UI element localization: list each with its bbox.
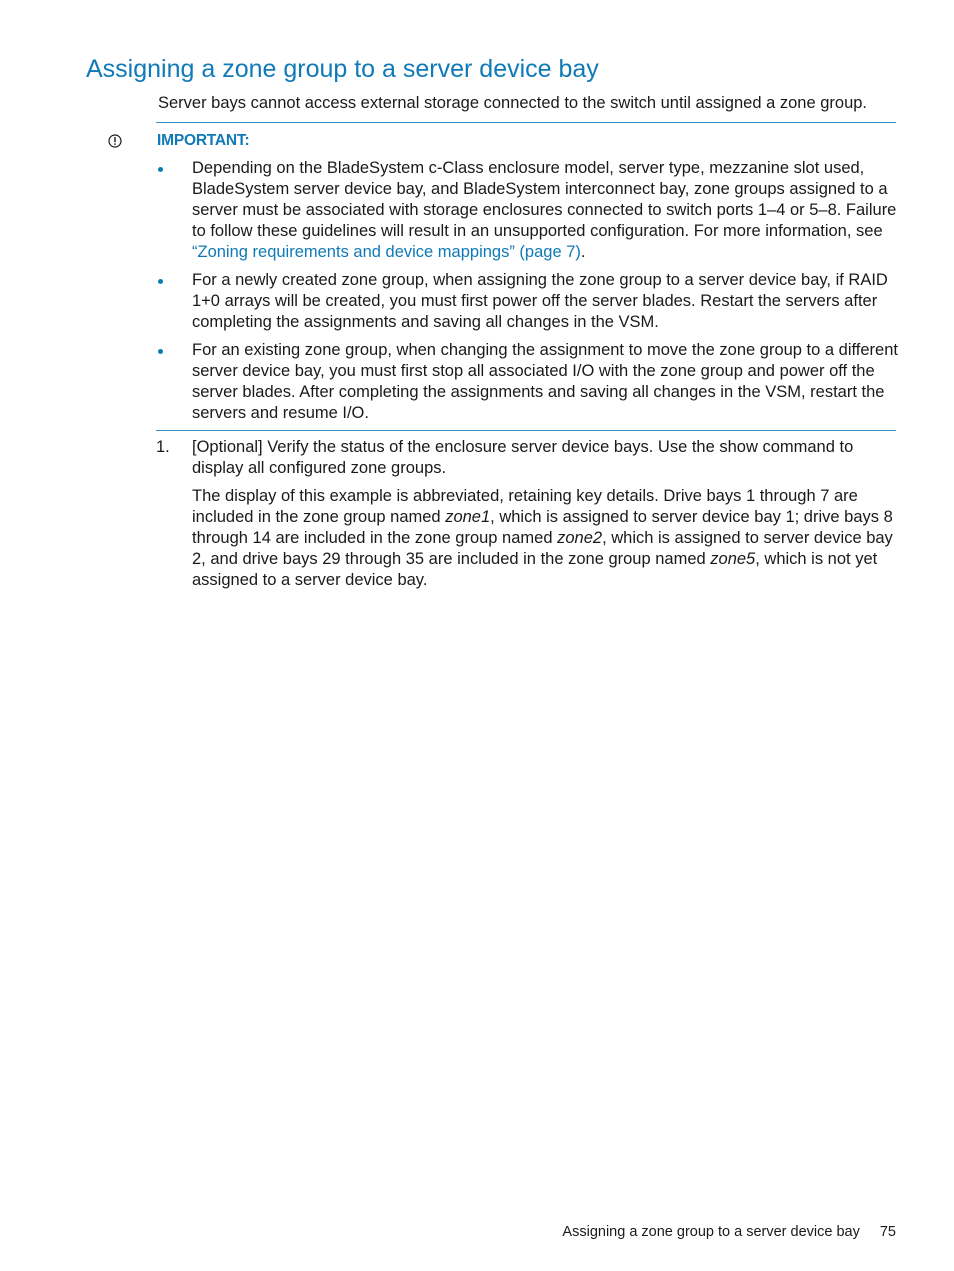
important-top-divider bbox=[156, 122, 896, 123]
list-item bbox=[156, 270, 898, 333]
bullet-dot bbox=[158, 279, 163, 284]
zone-name: zone2 bbox=[557, 529, 603, 547]
page-footer bbox=[562, 1222, 896, 1242]
important-bottom-divider bbox=[156, 430, 896, 431]
list-item bbox=[156, 340, 898, 424]
detail-text: , which is assigned to server device bay 1; drive bays 8 through 14 are included in the zone group named bbox=[192, 508, 893, 547]
important-label: IMPORTANT: bbox=[157, 132, 250, 149]
bullet-dot bbox=[158, 167, 163, 172]
bullet-text-end: . bbox=[580, 243, 586, 261]
important-bullet-list bbox=[156, 158, 898, 431]
zone-name: zone5 bbox=[710, 550, 756, 568]
bullet-text: For an existing zone group, when changing the assignment to move the zone group to a different server device bay, you must first stop all associated I/O with the zone group and power off the server blades. After completing the assignments and saving all changes in the VSM, restart the servers and resume I/O. bbox=[192, 341, 898, 422]
detail-text: , which is assigned to server device bay 2, and drive bays 29 through 35 are included in the zone group named bbox=[192, 529, 893, 568]
page-number: 75 bbox=[879, 1224, 896, 1240]
page-title: Assigning a zone group to a server device bay bbox=[86, 55, 599, 83]
important-circle-icon bbox=[108, 134, 122, 148]
detail-text: , which is not yet assigned to a server device bay. bbox=[192, 550, 878, 589]
cross-reference-link[interactable]: “Zoning requirements and device mappings” (page 7) bbox=[192, 243, 581, 261]
bullet-text: Depending on the BladeSystem c-Class enclosure model, server type, mezzanine slot used, BladeSystem server device bay, and BladeSystem interconnect bay, zone groups assigned to a server must be associated with storage enclosures connected to switch ports 1–4 or 5–8. Failure to follow these guidelines will result in an unsupported configuration. For more information, see bbox=[192, 159, 897, 240]
step-number: 1. bbox=[156, 438, 170, 456]
procedure-step-1 bbox=[156, 437, 898, 591]
list-item bbox=[156, 158, 898, 263]
bullet-dot bbox=[158, 349, 163, 354]
zone-name: zone1 bbox=[445, 508, 491, 526]
bullet-text: For a newly created zone group, when assigning the zone group to a server device bay, if RAID 1+0 arrays will be created, you must first power off the server blades. Restart the servers after completing the assignments and saving all changes in the VSM. bbox=[192, 271, 888, 331]
step-detail-paragraph bbox=[192, 486, 898, 591]
intro-paragraph: Server bays cannot access external storage connected to the switch until assigned a zone group. bbox=[158, 94, 868, 112]
step-text: [Optional] Verify the status of the enclosure server device bays. Use the show command to display all configured zone groups. bbox=[192, 438, 854, 477]
footer-title: Assigning a zone group to a server device bay bbox=[562, 1224, 860, 1240]
detail-text: The display of this example is abbreviated, retaining key details. Drive bays 1 through 7 are included in the zone group named bbox=[192, 487, 858, 526]
